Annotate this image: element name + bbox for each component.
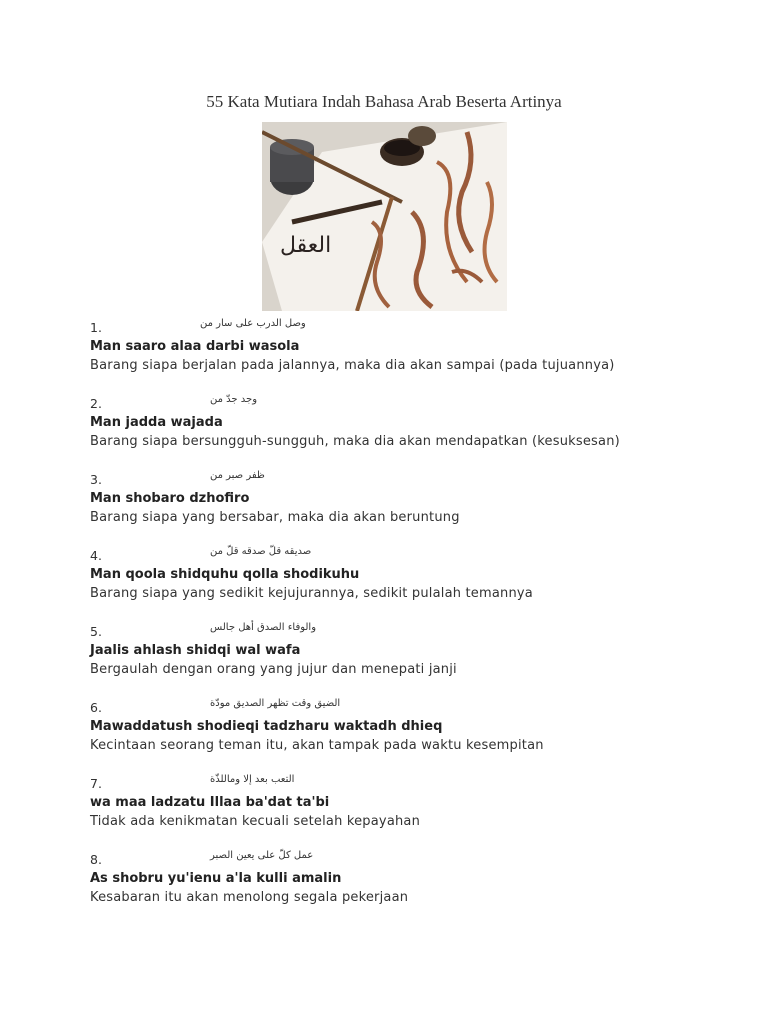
entry-number: 8. — [90, 852, 102, 867]
entry-latin: Mawaddatush shodieqi tadzharu waktadh dhieq — [90, 719, 443, 734]
list-item — [90, 394, 690, 451]
page-title: 55 Kata Mutiara Indah Bahasa Arab Beserta Artinya — [206, 92, 562, 111]
entry-number: 5. — [90, 624, 102, 639]
entry-number: 4. — [90, 548, 102, 563]
entry-arabic: والوفاء الصدق أهل جالس — [210, 622, 317, 633]
entry-arabic: ظفر صبر من — [210, 470, 265, 481]
entry-number: 6. — [90, 700, 102, 715]
list-item — [90, 850, 690, 907]
entry-latin: Man shobaro dzhofiro — [90, 491, 250, 506]
entry-number: 7. — [90, 776, 102, 791]
list-item — [90, 774, 690, 831]
entry-number: 1. — [90, 320, 102, 335]
list-item — [90, 622, 690, 679]
entry-latin: Man saaro alaa darbi wasola — [90, 339, 300, 354]
entry-meaning: Barang siapa berjalan pada jalannya, maka dia akan sampai (pada tujuannya) — [90, 358, 615, 373]
list-item — [90, 318, 690, 375]
entry-meaning: Kesabaran itu akan menolong segala pekerjaan — [90, 890, 409, 905]
entry-number: 2. — [90, 396, 102, 411]
entry-latin: wa maa ladzatu Illaa ba'dat ta'bi — [90, 795, 330, 810]
entry-arabic: الضيق وقت تظهر الصديق مودّة — [210, 698, 341, 709]
entry-meaning: Barang siapa bersungguh-sungguh, maka dia akan mendapatkan (kesuksesan) — [90, 434, 620, 449]
entry-meaning: Kecintaan seorang teman itu, akan tampak pada waktu kesempitan — [90, 738, 544, 753]
entry-meaning: Bergaulah dengan orang yang jujur dan menepati janji — [90, 662, 457, 677]
entry-latin: Man qoola shidquhu qolla shodikuhu — [90, 567, 360, 582]
entry-latin: As shobru yu'ienu a'la kulli amalin — [90, 871, 342, 886]
entry-arabic: صديقه قلّ صدقه قلّ من — [210, 546, 312, 557]
list-item — [90, 698, 690, 755]
entry-meaning: Barang siapa yang bersabar, maka dia akan beruntung — [90, 510, 460, 525]
entry-latin: Man jadda wajada — [90, 415, 223, 430]
image-arabic-word: العقل — [280, 233, 332, 258]
entry-arabic: وجد جدّ من — [210, 394, 258, 405]
entry-arabic: عمل كلّ على يعين الصبر — [210, 850, 314, 861]
list-item — [90, 546, 690, 603]
list-item — [90, 470, 690, 527]
entry-arabic: وصل الدرب على سار من — [200, 318, 306, 329]
entry-number: 3. — [90, 472, 102, 487]
entry-meaning: Tidak ada kenikmatan kecuali setelah kepayahan — [90, 814, 421, 829]
entry-arabic: التعب بعد إلا وماللذّة — [210, 774, 295, 785]
calligraphy-photo-icon — [262, 122, 507, 311]
entry-latin: Jaalis ahlash shidqi wal wafa — [90, 643, 301, 658]
entry-meaning: Barang siapa yang sedikit kejujurannya, sedikit pulalah temannya — [90, 586, 533, 601]
